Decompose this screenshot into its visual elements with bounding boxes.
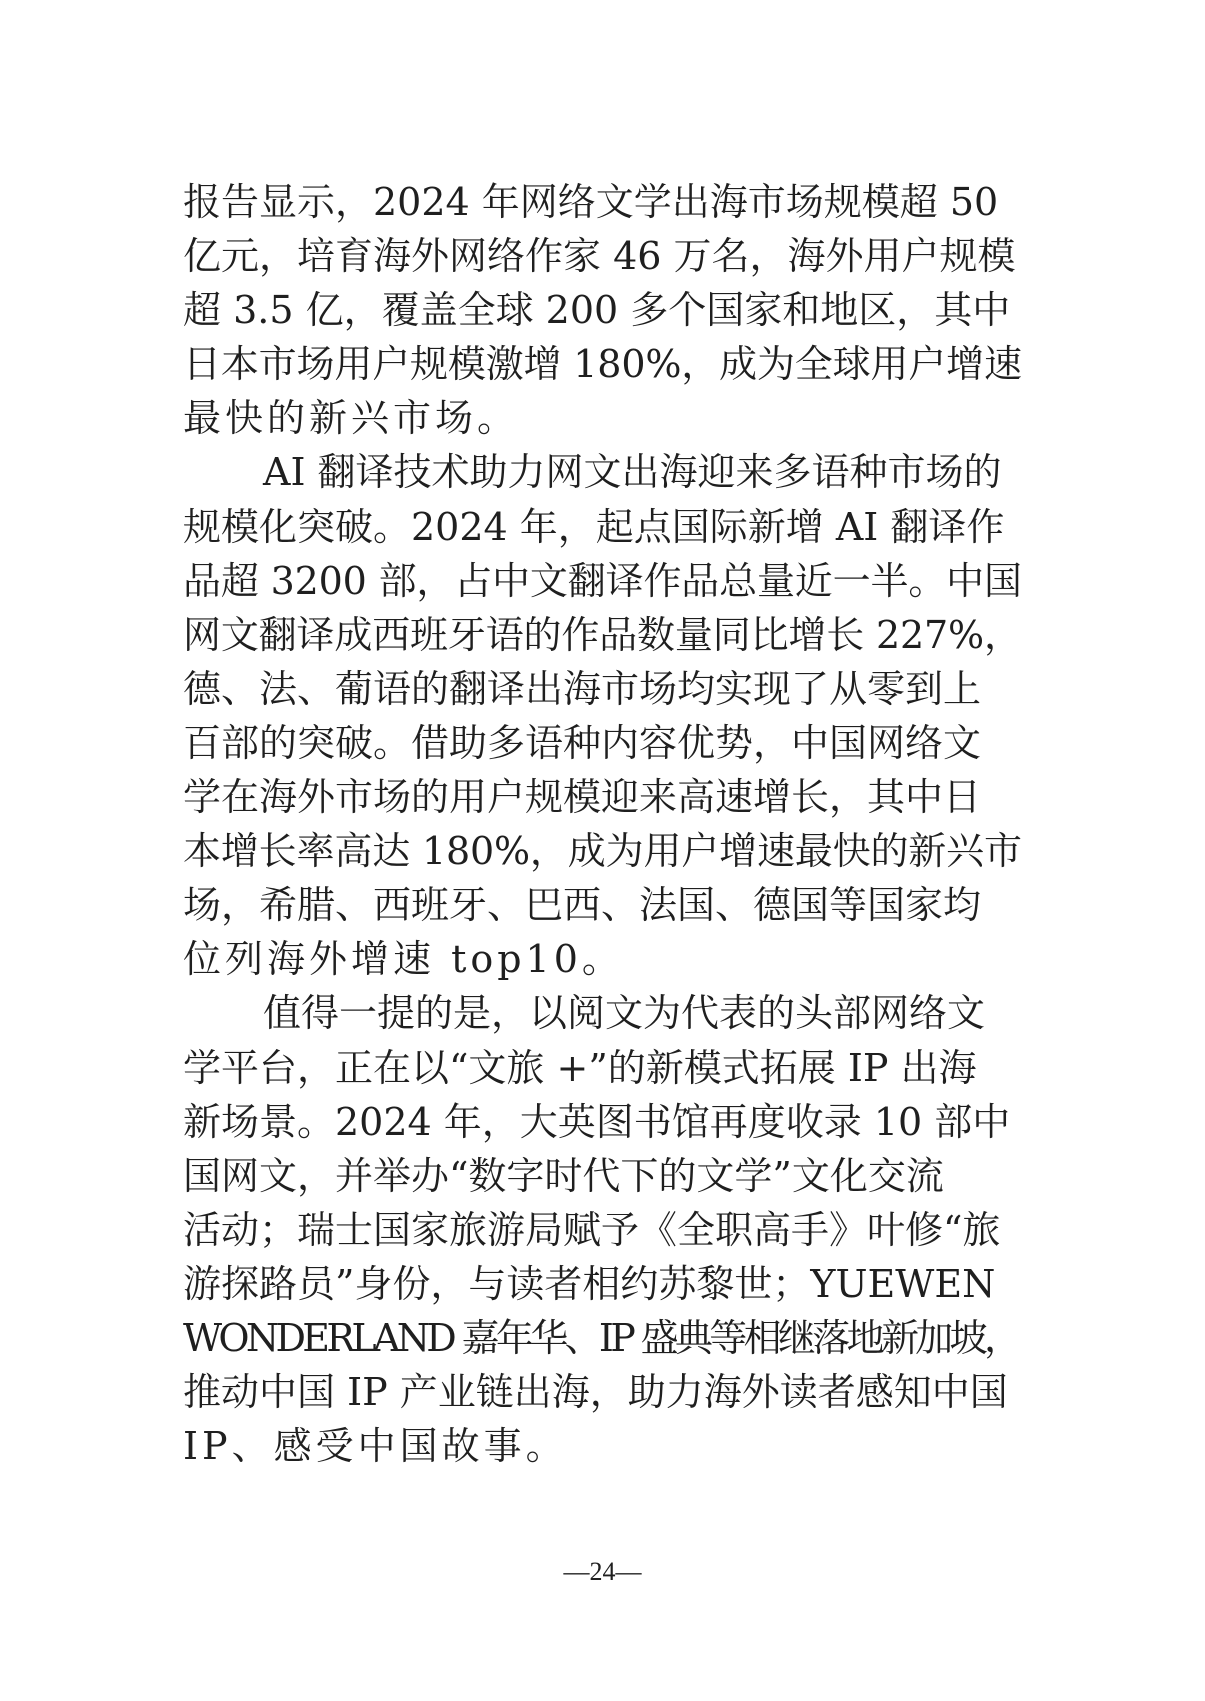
text-line: 最快的新兴市场。 [183,396,520,441]
paragraph-2 [183,445,1022,986]
text-line: 新场景。2024 年，大英图书馆再度收录 10 部中 [183,1099,1011,1144]
text-line: 品超 3200 部，占中文翻译作品总量近一半。中国 [183,558,1022,603]
text-line: 德、法、葡语的翻译出海市场均实现了从零到上 [183,666,982,711]
text-line: 位列海外增速 top10。 [183,937,624,982]
text-line: 场，希腊、西班牙、巴西、法国、德国等国家均 [183,883,982,928]
text-line: 推动中国 IP 产业链出海，助力海外读者感知中国 [183,1370,1008,1415]
text-line: 亿元，培育海外网络作家 46 万名，海外用户规模 [183,234,1016,279]
text-line: 学在海外市场的用户规模迎来高速增长，其中日 [183,775,982,820]
text-line: 本增长率高达 180%，成为用户增速最快的新兴市 [183,829,1022,874]
text-line: AI 翻译技术助力网文出海迎来多语种市场的 [263,450,1002,495]
text-line: 百部的突破。借助多语种内容优势，中国网络文 [183,720,982,765]
body-text [183,175,1022,1473]
text-line: 报告显示，2024 年网络文学出海市场规模超 50 [183,180,999,224]
paragraph-3 [183,986,1022,1473]
text-line: 学平台，正在以“文旅 +”的新模式拓展 IP 出海 [183,1045,977,1090]
text-line: 网文翻译成西班牙语的作品数量同比增长 227%， [183,612,1022,657]
text-line: 超 3.5 亿，覆盖全球 200 多个国家和地区，其中 [183,288,1011,333]
paragraph-1 [183,175,1022,445]
text-line: 游探路员”身份，与读者相约苏黎世；YUEWEN [183,1261,996,1306]
text-line: 日本市场用户规模激增 180%，成为全球用户增速 [183,342,1022,387]
text-line: IP、感受中国故事。 [183,1424,568,1469]
page-number: —24— [563,1557,642,1586]
text-line: 值得一提的是，以阅文为代表的头部网络文 [263,991,986,1036]
text-line: 国网文，并举办“数字时代下的文学”文化交流 [183,1153,944,1198]
text-line: WONDERLAND 嘉年华、IP 盛典等相继落地新加坡， [183,1315,1019,1360]
text-line: 规模化突破。2024 年，起点国际新增 AI 翻译作 [183,504,1005,549]
text-line: 活动；瑞士国家旅游局赋予《全职高手》叶修“旅 [183,1207,1001,1252]
